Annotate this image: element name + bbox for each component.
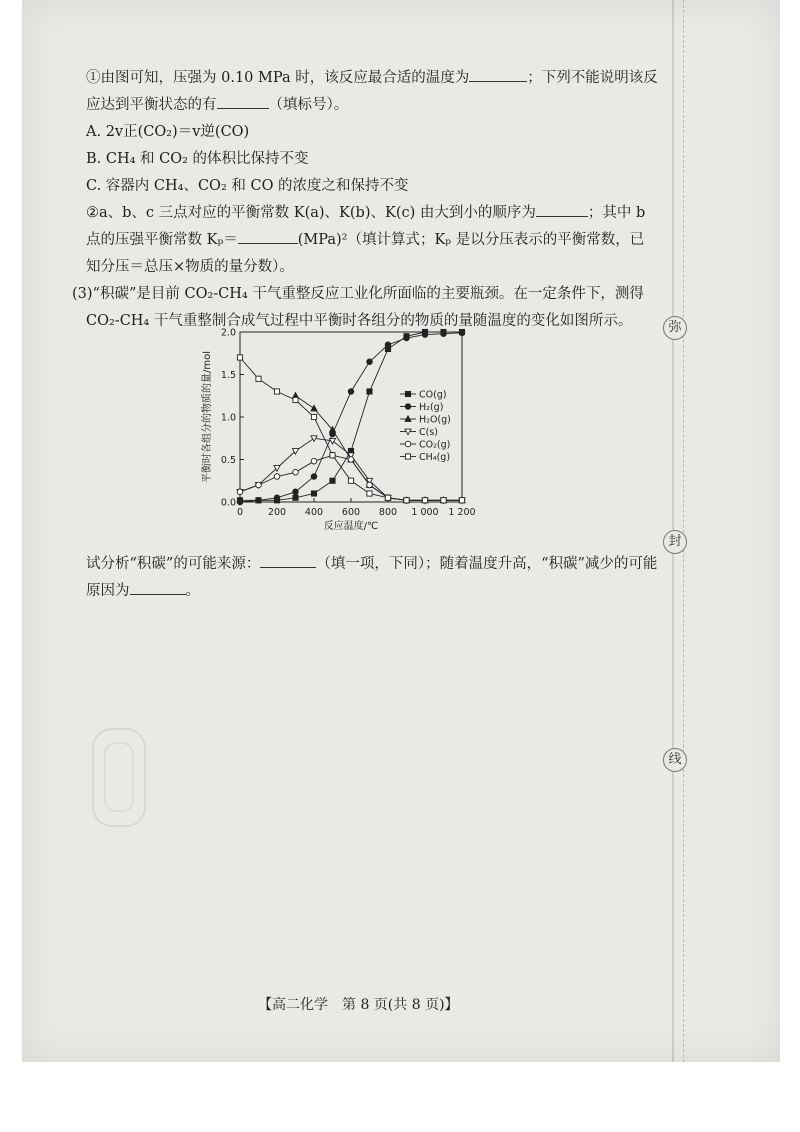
question-line-2 [86,93,348,114]
legend-label: CO₂(g) [419,439,451,451]
data-point [311,491,316,496]
question-line-1 [86,66,658,87]
x-axis-label: 反应温度/℃ [323,521,379,532]
data-point [348,478,353,483]
x-tick-label: 1 200 [448,507,476,518]
seal-char-mi: 弥 [663,316,687,340]
data-point [274,389,279,394]
text: （填标号）。 [268,97,349,113]
legend-label: CH₄(g) [419,452,451,463]
data-point [256,498,262,504]
answer-blank [217,94,269,109]
legend-label: CO(g) [419,389,447,401]
answer-blank [260,553,316,568]
text: ；其中 b [587,205,646,221]
bleed-through-stamp-inner [104,742,134,812]
legend-marker [405,454,410,459]
data-point [274,474,280,480]
answer-blank [238,229,298,244]
data-point [293,489,299,495]
y-tick-label: 1.5 [220,370,236,381]
data-point [330,453,335,458]
data-point [237,499,243,505]
equilibrium-chart [196,322,486,550]
data-point [237,489,243,495]
data-point [256,482,262,488]
x-tick-label: 800 [378,507,398,518]
data-point [367,389,372,394]
data-point [256,376,261,381]
data-point [274,495,280,501]
x-tick-label: 0 [236,507,244,518]
legend-marker [405,441,411,447]
question-line-6 [86,201,645,222]
data-point [385,342,391,348]
data-point [404,335,410,341]
text: ①由图可知，压强为 0.10 MPa 时，该反应最合适的温度为 [86,70,470,86]
data-point [293,469,299,475]
question-line-7 [86,228,644,249]
question-line-8: 知分压＝总压×物质的量分数）。 [86,259,294,275]
legend-label: H₂O(g) [419,414,451,426]
text: 原因为 [86,583,130,599]
text: 试分析“积碳”的可能来源： [86,556,261,572]
data-point [367,491,372,496]
text: （填一项，下同）；随着温度升高，“积碳”减少的可能 [316,556,658,572]
answer-blank [469,67,527,82]
x-tick-label: 400 [304,507,324,518]
data-point [404,498,409,503]
y-tick-label: 0.5 [220,455,236,466]
answer-blank [130,580,186,595]
data-point [459,330,465,336]
text: 。 [185,583,200,599]
question-3-line-4 [86,579,200,600]
y-tick-label: 1.0 [220,412,236,424]
text: ②a、b、c 三点对应的平衡常数 K(a)、K(b)、K(c) 由大到小的顺序为 [86,205,536,221]
data-point [459,498,464,503]
data-point [311,405,317,411]
legend-label: H₂(g) [419,402,444,413]
question-3-line-3 [86,552,657,573]
y-axis-label: 平衡时各组分的物质的量/mol [202,350,213,484]
text: 应达到平衡状态的有 [86,97,217,113]
data-point [348,389,354,395]
data-point [293,495,298,500]
data-point [293,397,298,402]
y-tick-label: 0.0 [220,497,236,509]
data-point [422,332,428,338]
seal-char-xian: 线 [663,748,687,772]
data-point [348,457,354,463]
data-point [311,414,316,419]
x-tick-label: 600 [341,507,361,518]
option-c: C. 容器内 CH₄、CO₂ 和 CO 的浓度之和保持不变 [86,178,409,194]
data-point [330,478,335,483]
legend-marker [405,404,411,410]
x-tick-label: 200 [267,507,287,518]
x-tick-label: 1 000 [411,507,439,518]
question-3-line-2: CO₂-CH₄ 干气重整制合成气过程中平衡时各组分的物质的量随温度的变化如图所示。 [86,313,633,329]
y-tick-label: 2.0 [220,327,236,339]
data-point [441,498,446,503]
legend-marker [405,391,410,396]
data-point [422,498,427,503]
legend-label: C(s) [419,427,438,438]
data-point [441,331,447,337]
answer-blank [536,202,588,217]
data-point [367,359,373,365]
data-point [385,495,390,500]
data-point [367,482,373,488]
option-b: B. CH₄ 和 CO₂ 的体积比保持不变 [86,151,309,167]
text: (MPa)²（填计算式；Kₚ 是以分压表示的平衡常数，已 [297,232,645,248]
seal-dashed-line [683,0,684,1062]
text: 点的压强平衡常数 Kₚ＝ [86,232,238,248]
data-point [237,355,242,360]
seal-char-feng: 封 [663,530,687,554]
page-footer: 【高二化学 第 8 页(共 8 页)】 [258,997,459,1013]
question-3-line-1: (3)“积碳”是目前 CO₂-CH₄ 干气重整反应工业化所面临的主要瓶颈。在一定条件下，测得 [72,286,644,302]
data-point [311,474,317,480]
data-point [330,438,336,444]
option-a: A. 2v正(CO₂)＝v逆(CO) [86,124,250,140]
text: ；下列不能说明该反 [527,70,658,86]
data-point [311,458,317,464]
